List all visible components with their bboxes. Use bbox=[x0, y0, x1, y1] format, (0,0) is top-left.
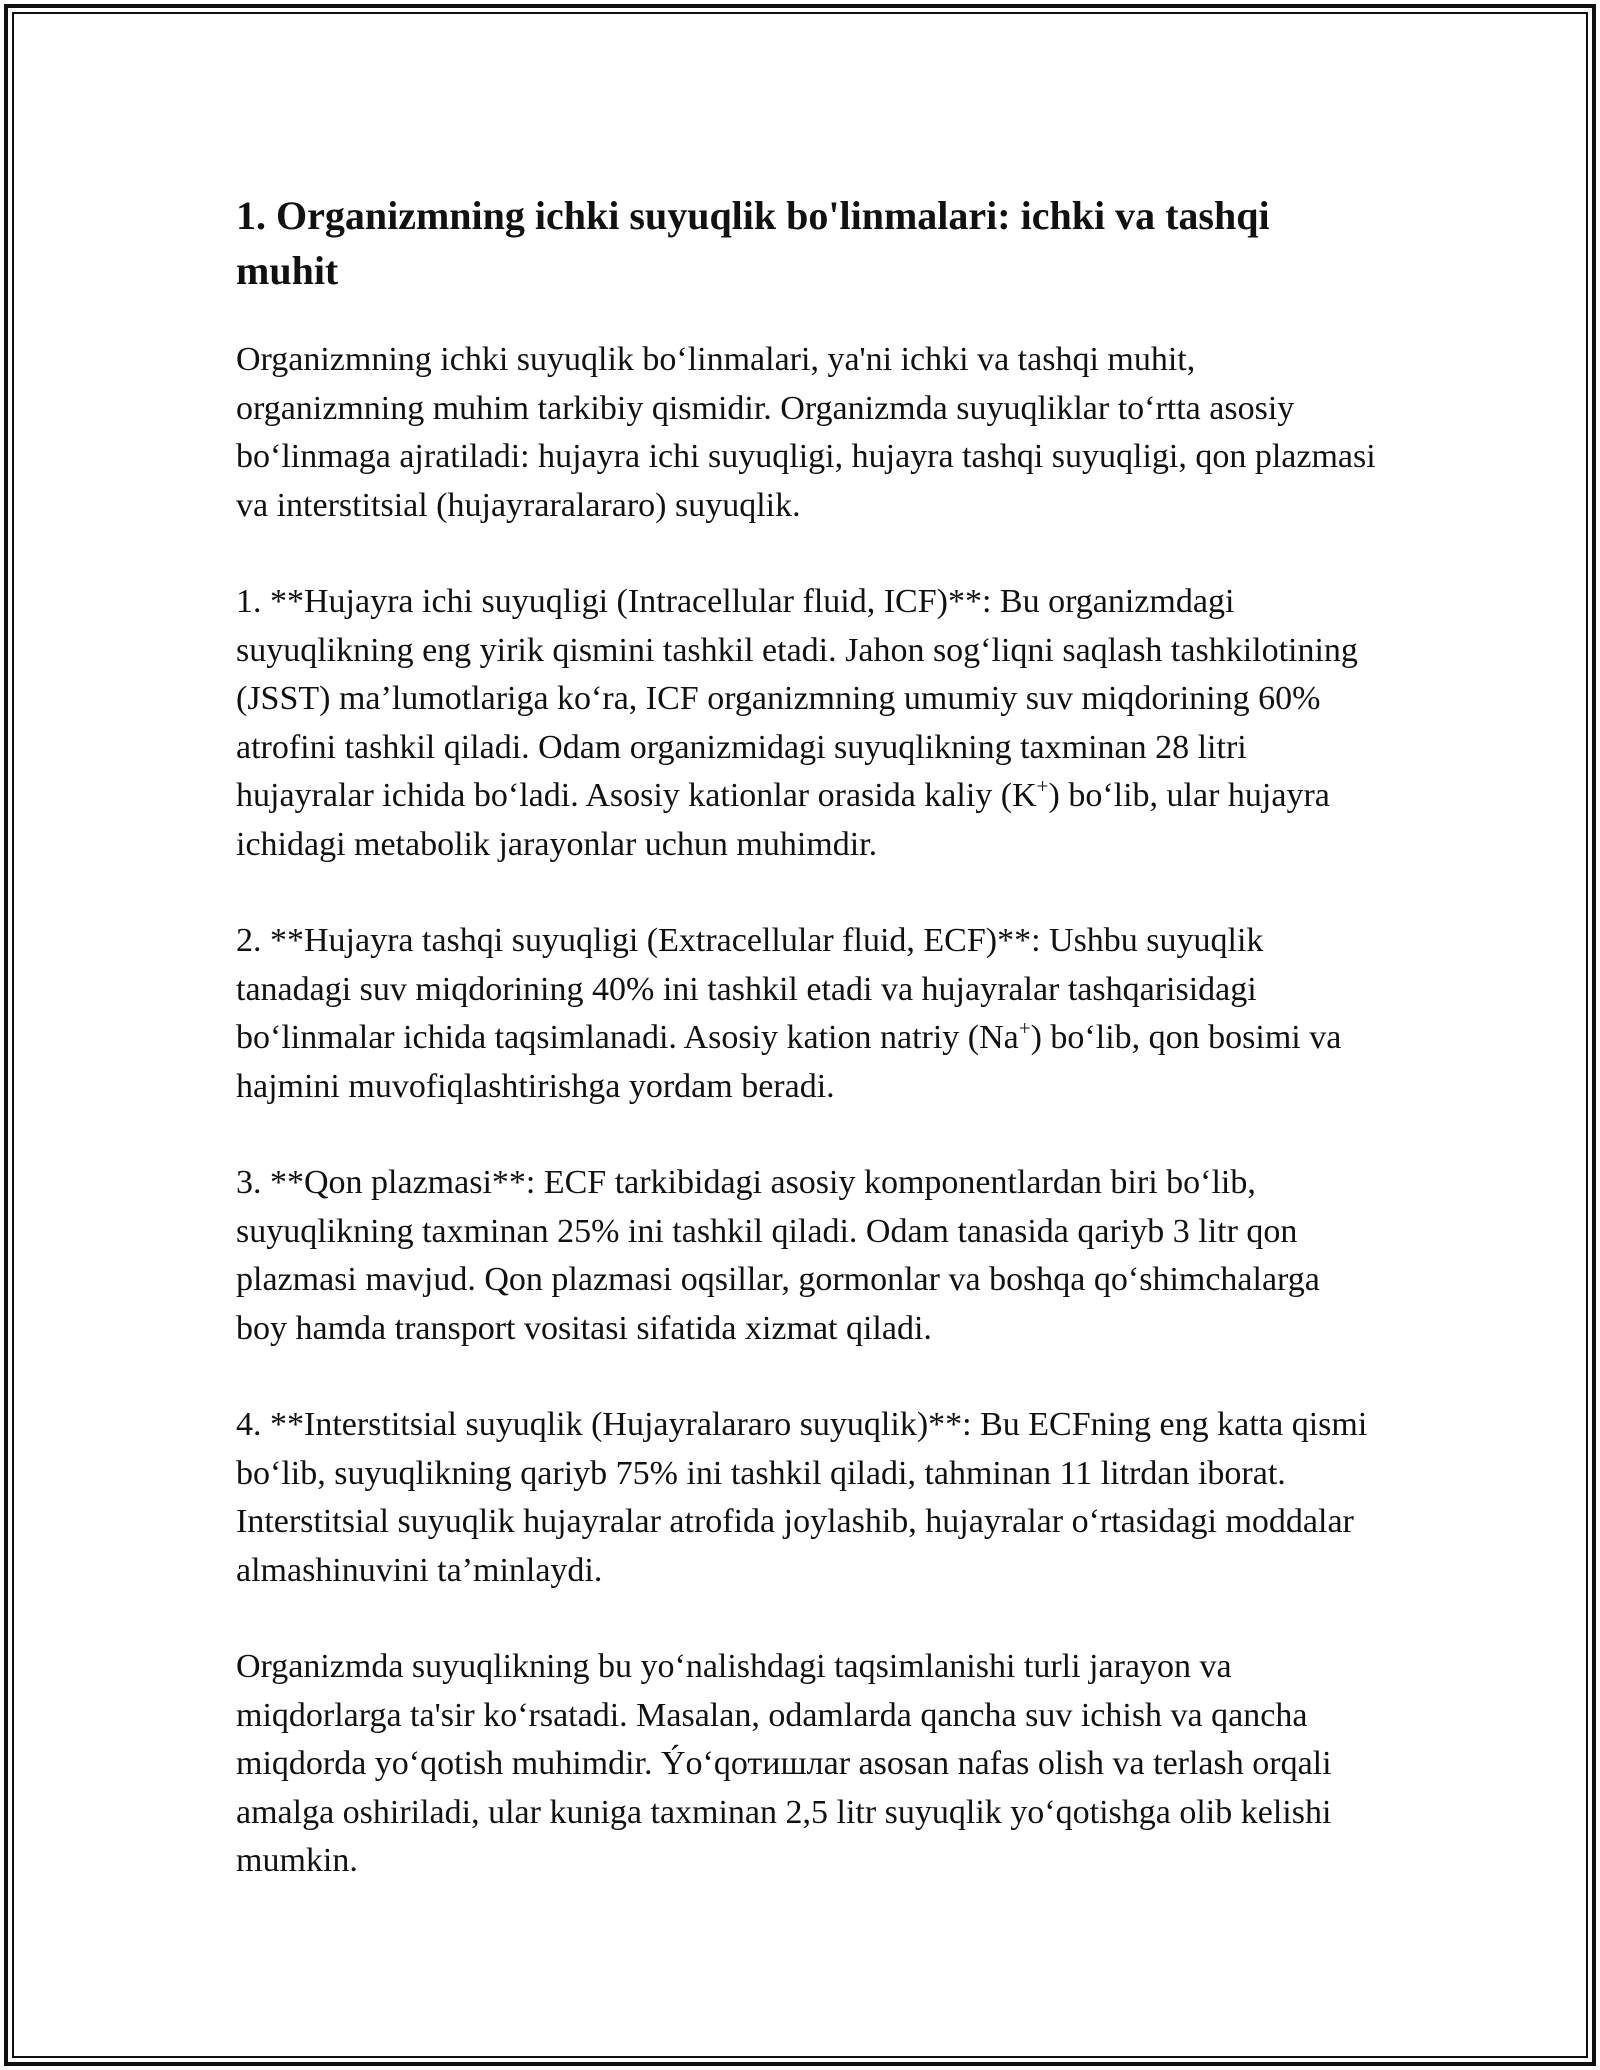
sodium-superscript: + bbox=[1018, 1016, 1031, 1040]
potassium-superscript: + bbox=[1036, 774, 1049, 798]
item-2-text-b: ) bo‘lib, qon bosimi va hajmini muvofiqlashtirishga yordam beradi. bbox=[236, 1019, 1342, 1105]
item-4-paragraph: 4. **Interstitsial suyuqlik (Hujayralararo suyuqlik)**: Bu ECFning eng katta qismi bo‘lib, suyuqlikning qariyb 75% ini tashkil qiladi, tahminan 11 litrdan iborat. Interstitsial suyuqlik hujayralar atrofida joylashib, hujayralar o‘rtasidagi moddalar almashinuvini ta’minlaydi. bbox=[236, 1406, 1368, 1589]
item-2-paragraph bbox=[236, 917, 1376, 1111]
item-3-paragraph: 3. **Qon plazmasi**: ECF tarkibidagi asosiy komponentlardan biri bo‘lib, suyuqlikning taxminan 25% ini tashkil qiladi. Odam tanasida qariyb 3 litr qon plazmasi mavjud. Qon plazmasi oqsillar, gormonlar va boshqa qo‘shimchalarga boy hamda transport vositasi sifatida xizmat qiladi. bbox=[236, 1164, 1320, 1347]
document-title: 1. Organizmning ichki suyuqlik bo'linmalari: ichki va tashqi muhit bbox=[236, 193, 1270, 293]
item-1-text-b: ) bo‘lib, ular hujayra ichidagi metabolik jarayonlar uchun muhimdir. bbox=[236, 777, 1330, 863]
document-body bbox=[236, 188, 1376, 1934]
item-1-paragraph bbox=[236, 578, 1376, 869]
item-2-text-a: 2. **Hujayra tashqi suyuqligi (Extracellular fluid, ECF)**: Ushbu suyuqlik tanadagi suv miqdorining 40% ini tashkil etadi va hujayralar tashqarisidagi bo‘linmalar ichida taqsimlanadi. Asosiy kation natriy (Na bbox=[236, 922, 1264, 1056]
conclusion-paragraph: Organizmda suyuqlikning bu yo‘nalishdagi taqsimlanishi turli jarayon va miqdorlarga ta'sir ko‘rsatadi. Masalan, odamlarda qancha suv ichish va qancha miqdorda yo‘qotish muhimdir. Ýo‘qотишлar asosan nafas olish va terlash orqali amalga oshiriladi, ular kuniga taxminan 2,5 litr suyuqlik yo‘qotishga olib kelishi mumkin. bbox=[236, 1648, 1332, 1879]
intro-paragraph: Organizmning ichki suyuqlik bo‘linmalari, ya'ni ichki va tashqi muhit, organizmning muhim tarkibiy qismidir. Organizmda suyuqliklar to‘rtta asosiy bo‘linmaga ajratiladi: hujayra ichi suyuqligi, hujayra tashqi suyuqligi, qon plazmasi va interstitsial (hujayraralararo) suyuqlik. bbox=[236, 341, 1376, 524]
item-1-text-a: 1. **Hujayra ichi suyuqligi (Intracellular fluid, ICF)**: Bu organizmdagi suyuqlikning eng yirik qismini tashkil etadi. Jahon sog‘liqni saqlash tashkilotining (JSST) ma’lumotlariga ko‘ra, ICF organizmning umumiy suv miqdorining 60% atrofini tashkil qiladi. Odam organizmidagi suyuqlikning taxminan 28 litri hujayralar ichida bo‘ladi. Asosiy kationlar orasida kaliy (K bbox=[236, 583, 1358, 814]
